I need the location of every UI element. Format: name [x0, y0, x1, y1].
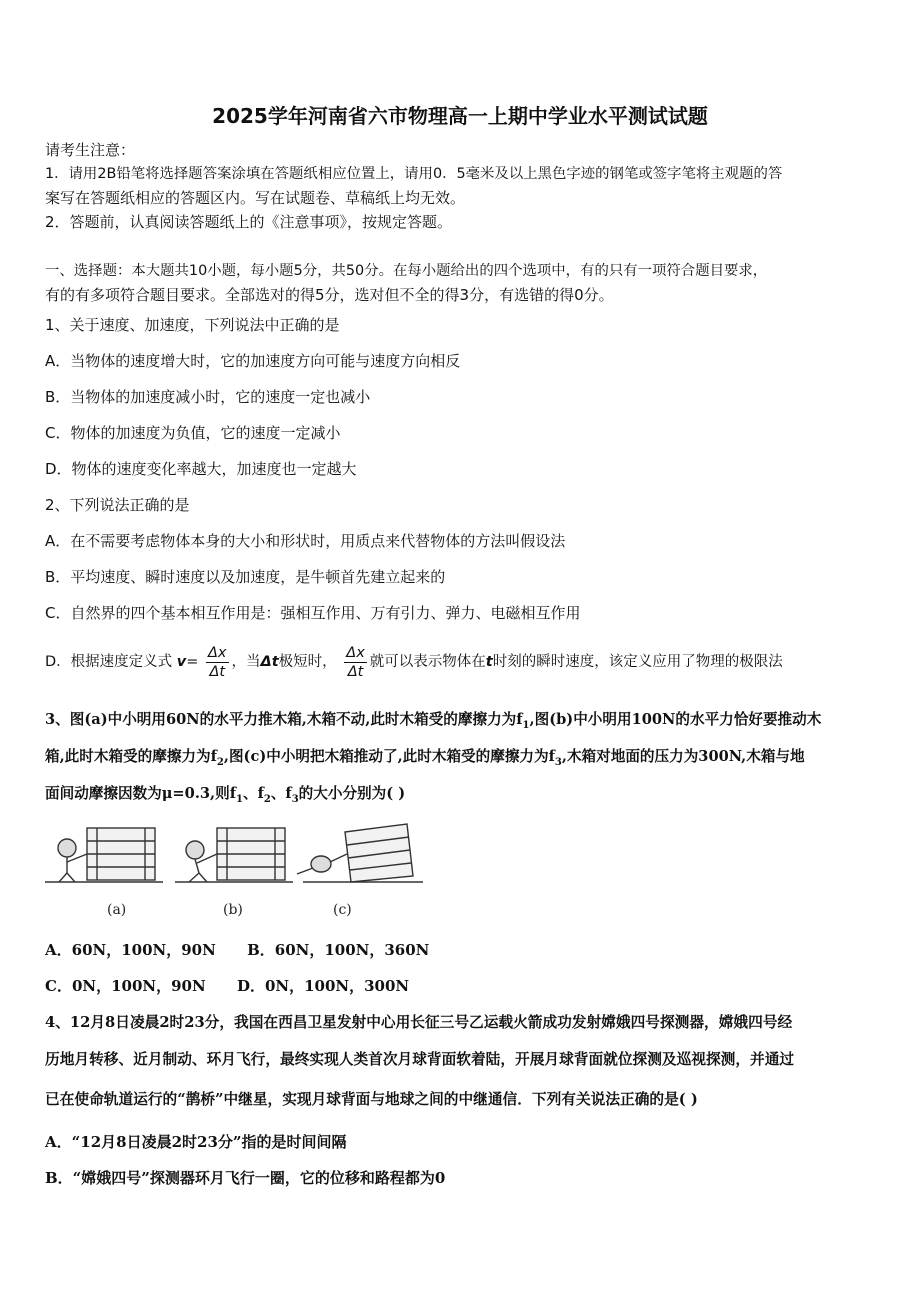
q3-option-b: B．60N，100N，360N — [247, 941, 430, 959]
q3-text: 的大小分别为( ) — [298, 785, 406, 802]
q3-text: 、f — [242, 785, 264, 802]
q2-d-text: ，当 — [231, 654, 261, 670]
q3-option-a: A．60N，100N，90N — [45, 941, 216, 959]
fraction-numerator: Δx — [208, 644, 227, 661]
q1-option-d: D．物体的速度变化率越大，加速度也一定越大 — [45, 460, 357, 478]
page-title: 2025学年河南省六市物理高一上期中学业水平测试试题 — [212, 104, 708, 128]
q3-option-c: C．0N，100N，90N — [45, 977, 206, 995]
q3-text: 3、图(a)中小明用60N的水平力推木箱,木箱不动,此时木箱受的摩擦力为f — [45, 711, 523, 728]
fraction-denominator: Δt — [347, 663, 364, 680]
subscript: 2 — [216, 756, 224, 768]
q2-d-text: 就可以表示物体在 — [369, 654, 486, 670]
fraction-denominator: Δt — [209, 663, 226, 680]
notice-item: 案写在答题纸相应的答题区内。写在试题卷、草稿纸上均无效。 — [45, 189, 466, 207]
section-intro: 一、选择题：本大题共10小题，每小题5分，共50分。在每小题给出的四个选项中，有的只有一项符合题目要求， — [45, 263, 768, 279]
q2-option-b: B．平均速度、瞬时速度以及加速度，是牛顿首先建立起来的 — [45, 568, 446, 586]
q4-option-b: B．“嫦娥四号”探测器环月飞行一圈，它的位移和路程都为0 — [45, 1169, 446, 1187]
question-2-stem: 2、下列说法正确的是 — [45, 496, 190, 514]
q3-text: ,图(c)中小明把木箱推动了,此时木箱受的摩擦力为f — [223, 748, 555, 765]
delta-t-symbol: Δt — [260, 654, 279, 670]
q2-d-text: 极短时， — [278, 654, 337, 670]
subscript: 1 — [522, 719, 530, 731]
time-symbol: t — [485, 654, 493, 670]
notice-heading: 请考生注意： — [45, 141, 136, 159]
question-3-line — [45, 710, 821, 736]
figure-panel-b — [175, 828, 293, 882]
pushing-box-figure — [45, 818, 425, 926]
q3-text: 、f — [270, 785, 292, 802]
notice-item: 2．答题前，认真阅读答题纸上的《注意事项》，按规定答题。 — [45, 213, 453, 231]
equals-sign: = — [186, 654, 199, 670]
q1-option-a: A．当物体的速度增大时，它的加速度方向可能与速度方向相反 — [45, 352, 461, 370]
figure-panel-c — [297, 824, 423, 882]
figure-label-c: (c) — [333, 902, 352, 918]
q3-option-d: D．0N，100N，300N — [236, 977, 410, 995]
figure-label-a: (a) — [107, 902, 127, 918]
velocity-fraction — [206, 644, 229, 681]
q3-options-row — [45, 976, 409, 996]
subscript: 2 — [263, 793, 271, 805]
q1-option-b: B．当物体的加速度减小时，它的速度一定也减小 — [45, 388, 371, 406]
figure-panel-a — [45, 828, 163, 882]
velocity-fraction — [344, 644, 367, 681]
section-intro: 有的有多项符合题目要求。全部选对的得5分，选对但不全的得3分，有选错的得0分。 — [45, 286, 614, 304]
q3-text: ,图(b)中小明用100N的水平力恰好要推动木 — [529, 711, 822, 728]
q3-text: 面间动摩擦因数为μ=0.3,则f — [45, 785, 237, 802]
subscript: 1 — [236, 793, 243, 805]
q4-option-a: A．“12月8日凌晨2时23分”指的是时间间隔 — [45, 1133, 347, 1151]
subscript: 3 — [291, 793, 299, 805]
figure-label-b: (b) — [223, 902, 243, 918]
q2-d-prefix: D．根据速度定义式 — [45, 654, 173, 670]
subscript: 3 — [554, 756, 562, 768]
question-4-line: 历地月转移、近月制动、环月飞行，最终实现人类首次月球背面软着陆，开展月球背面就位探测及巡视探测，并通过 — [45, 1051, 795, 1068]
fraction-numerator: Δx — [346, 644, 365, 661]
q3-text: ,木箱对地面的压力为300N,木箱与地 — [561, 748, 805, 765]
question-4-line: 已在使命轨道运行的“鹊桥”中继星，实现月球背面与地球之间的中继通信．下列有关说法正确的是( ) — [45, 1091, 698, 1108]
velocity-symbol: v — [176, 654, 187, 670]
q1-option-c: C．物体的加速度为负值，它的速度一定减小 — [45, 424, 341, 442]
q2-option-d — [45, 642, 783, 682]
q3-text: 箱,此时木箱受的摩擦力为f — [45, 748, 217, 765]
q3-options-row — [45, 940, 429, 960]
q2-option-c: C．自然界的四个基本相互作用是：强相互作用、万有引力、弹力、电磁相互作用 — [45, 604, 581, 622]
question-3-line — [45, 784, 405, 810]
question-3-line — [45, 747, 805, 773]
q2-option-a: A．在不需要考虑物体本身的大小和形状时，用质点来代替物体的方法叫假设法 — [45, 532, 566, 550]
notice-item: 1．请用2B铅笔将选择题答案涂填在答题纸相应位置上，请用0．5毫米及以上黑色字迹的钢笔或签字笔将主观题的答 — [45, 166, 783, 182]
q2-d-suffix: 时刻的瞬时速度，该定义应用了物理的极限法 — [492, 654, 783, 670]
question-1-stem: 1、关于速度、加速度，下列说法中正确的是 — [45, 316, 340, 334]
question-4-line: 4、12月8日凌晨2时23分，我国在西昌卫星发射中心用长征三号乙运载火箭成功发射嫦娥四号探测器，嫦娥四号经 — [45, 1014, 793, 1031]
